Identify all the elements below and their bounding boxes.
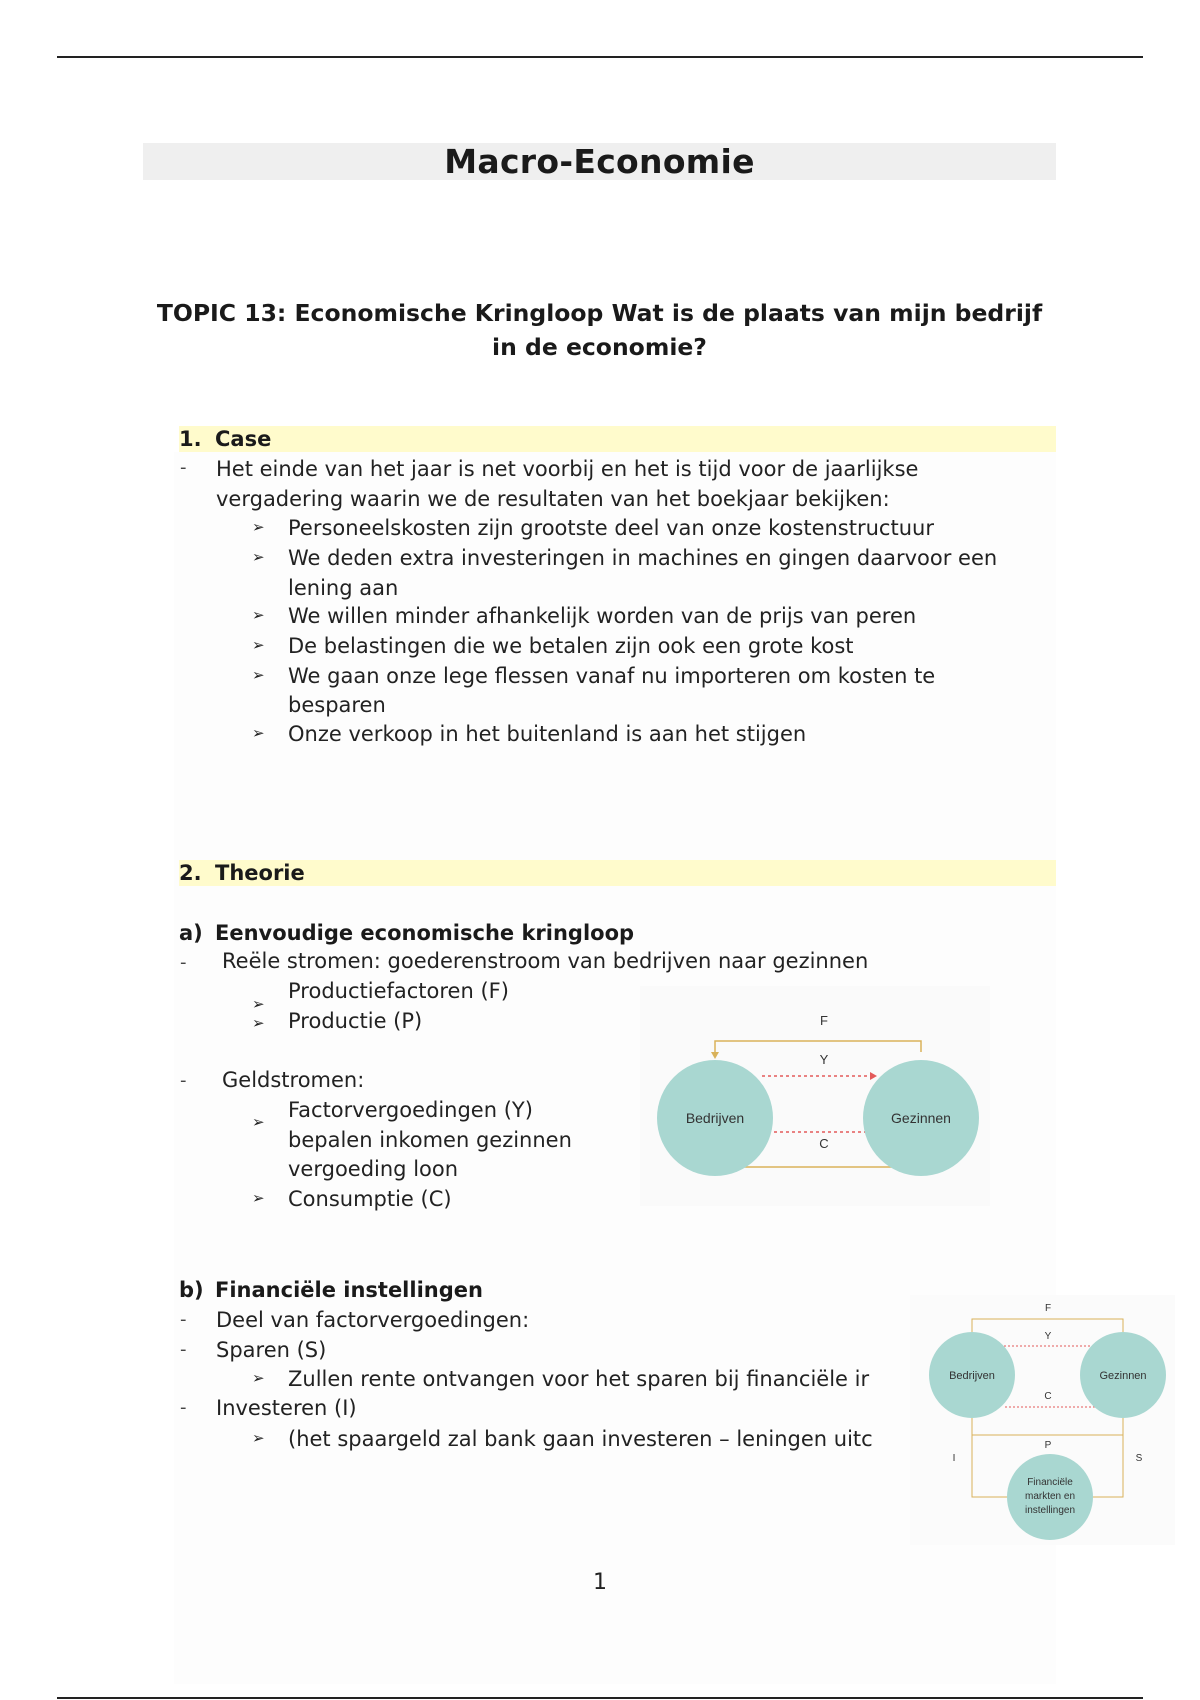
arrow-bullet-icon: ➢ <box>252 1369 265 1387</box>
node-gezinnen-label: Gezinnen <box>1099 1370 1147 1382</box>
dash-bullet: - <box>180 1397 187 1418</box>
node-fin-label-3: instellingen <box>1024 1505 1076 1516</box>
real-item-2: Productie (P) <box>288 1009 423 1033</box>
node-fin-label-2: markten en <box>1024 1491 1076 1502</box>
fin-line-3: Investeren (I) <box>216 1396 357 1420</box>
case-intro-line-2: vergadering waarin we de resultaten van het boekjaar bekijken: <box>216 487 890 511</box>
flow-y-label: Y <box>1044 1331 1052 1342</box>
money-item-1-detail-2: vergoeding loon <box>288 1157 459 1181</box>
fin-line-2: Sparen (S) <box>216 1338 327 1362</box>
money-item-1: Factorvergoedingen (Y) <box>288 1098 533 1122</box>
dash-bullet: - <box>180 952 187 973</box>
flow-i-label: I <box>952 1453 956 1464</box>
case-bullet-2-cont: lening aan <box>288 576 399 600</box>
money-item-1-detail-1: bepalen inkomen gezinnen <box>288 1128 572 1152</box>
arrow-bullet-icon: ➢ <box>252 995 265 1013</box>
case-bullet-2: We deden extra investeringen in machines en gingen daarvoor een <box>288 546 998 570</box>
node-bedrijven-label: Bedrijven <box>949 1370 995 1382</box>
case-bullet-4: De belastingen die we betalen zijn ook een grote kost <box>288 634 854 658</box>
financial-flow-svg <box>910 1295 1175 1545</box>
real-flows-line: Reële stromen: goederenstroom van bedrijven naar gezinnen <box>222 949 869 973</box>
topic-heading <box>143 296 1056 364</box>
case-bullet-5: We gaan onze lege flessen vanaf nu importeren om kosten te <box>288 664 936 688</box>
case-bullet-5-cont: besparen <box>288 693 386 717</box>
fin-sub-2: (het spaargeld zal bank gaan investeren – leningen uitc <box>288 1427 873 1451</box>
arrow-bullet-icon: ➢ <box>252 606 265 624</box>
section-number: 1. <box>179 427 202 451</box>
flow-y-label: Y <box>819 1052 829 1067</box>
case-intro-line-1: Het einde van het jaar is net voorbij en het is tijd voor de jaarlijkse <box>216 457 919 481</box>
arrow-bullet-icon: ➢ <box>252 518 265 536</box>
fin-line-1: Deel van factorvergoedingen: <box>216 1308 530 1332</box>
money-item-2: Consumptie (C) <box>288 1187 452 1211</box>
subsection-label: a) <box>179 921 203 945</box>
arrow-bullet-icon: ➢ <box>252 1014 265 1032</box>
case-bullet-6: Onze verkoop in het buitenland is aan het stijgen <box>288 722 807 746</box>
dash-bullet: - <box>180 1070 187 1091</box>
dash-bullet: - <box>180 457 187 478</box>
section-number: 2. <box>179 861 202 885</box>
arrow-bullet-icon: ➢ <box>252 1189 265 1207</box>
financial-flow-diagram <box>910 1295 1175 1545</box>
subsection-title: Financiële instellingen <box>215 1278 483 1302</box>
real-item-1: Productiefactoren (F) <box>288 979 509 1003</box>
fin-sub-1: Zullen rente ontvangen voor het sparen bij financiële ir <box>288 1367 870 1391</box>
circular-flow-svg <box>640 986 990 1206</box>
subsection-title: Eenvoudige economische kringloop <box>215 921 635 945</box>
section-title: Case <box>215 427 272 451</box>
subsection-b-heading <box>179 1276 483 1304</box>
page-number: 1 <box>593 1570 607 1595</box>
arrow-bullet-icon: ➢ <box>252 1113 265 1131</box>
case-bullet-1: Personeelskosten zijn grootste deel van onze kostenstructuur <box>288 516 934 540</box>
case-bullet-3: We willen minder afhankelijk worden van de prijs van peren <box>288 604 917 628</box>
dash-bullet: - <box>180 1339 187 1360</box>
section-case-heading <box>179 426 1056 452</box>
top-rule <box>57 56 1143 58</box>
flow-c-label: C <box>1044 1391 1052 1402</box>
topic-heading-line-1: TOPIC 13: Economische Kringloop Wat is de plaats van mijn bedrijf <box>156 299 1043 327</box>
node-gezinnen-label: Gezinnen <box>891 1110 951 1126</box>
arrow-bullet-icon: ➢ <box>252 1429 265 1447</box>
dash-bullet: - <box>180 1309 187 1330</box>
flow-f-label: F <box>1044 1303 1052 1314</box>
arrow-bullet-icon: ➢ <box>252 636 265 654</box>
money-flows-line: Geldstromen: <box>222 1068 365 1092</box>
node-fin-label-1: Financiële <box>1027 1477 1073 1488</box>
arrow-bullet-icon: ➢ <box>252 724 265 742</box>
node-bedrijven-label: Bedrijven <box>685 1110 745 1126</box>
page-title: Macro-Economie <box>143 143 1056 180</box>
flow-c-label: C <box>819 1136 829 1151</box>
flow-s-label: S <box>1135 1453 1143 1464</box>
arrow-bullet-icon: ➢ <box>252 548 265 566</box>
subsection-label: b) <box>179 1278 204 1302</box>
topic-heading-line-2: in de economie? <box>492 333 707 361</box>
circular-flow-diagram <box>640 986 990 1206</box>
arrow-bullet-icon: ➢ <box>252 666 265 684</box>
subsection-a-heading <box>179 919 634 947</box>
flow-f-label: F <box>820 1013 828 1028</box>
section-title: Theorie <box>215 861 305 885</box>
bottom-rule <box>57 1697 1143 1699</box>
flow-p-label: P <box>1044 1440 1052 1451</box>
section-theory-heading <box>179 860 1056 886</box>
